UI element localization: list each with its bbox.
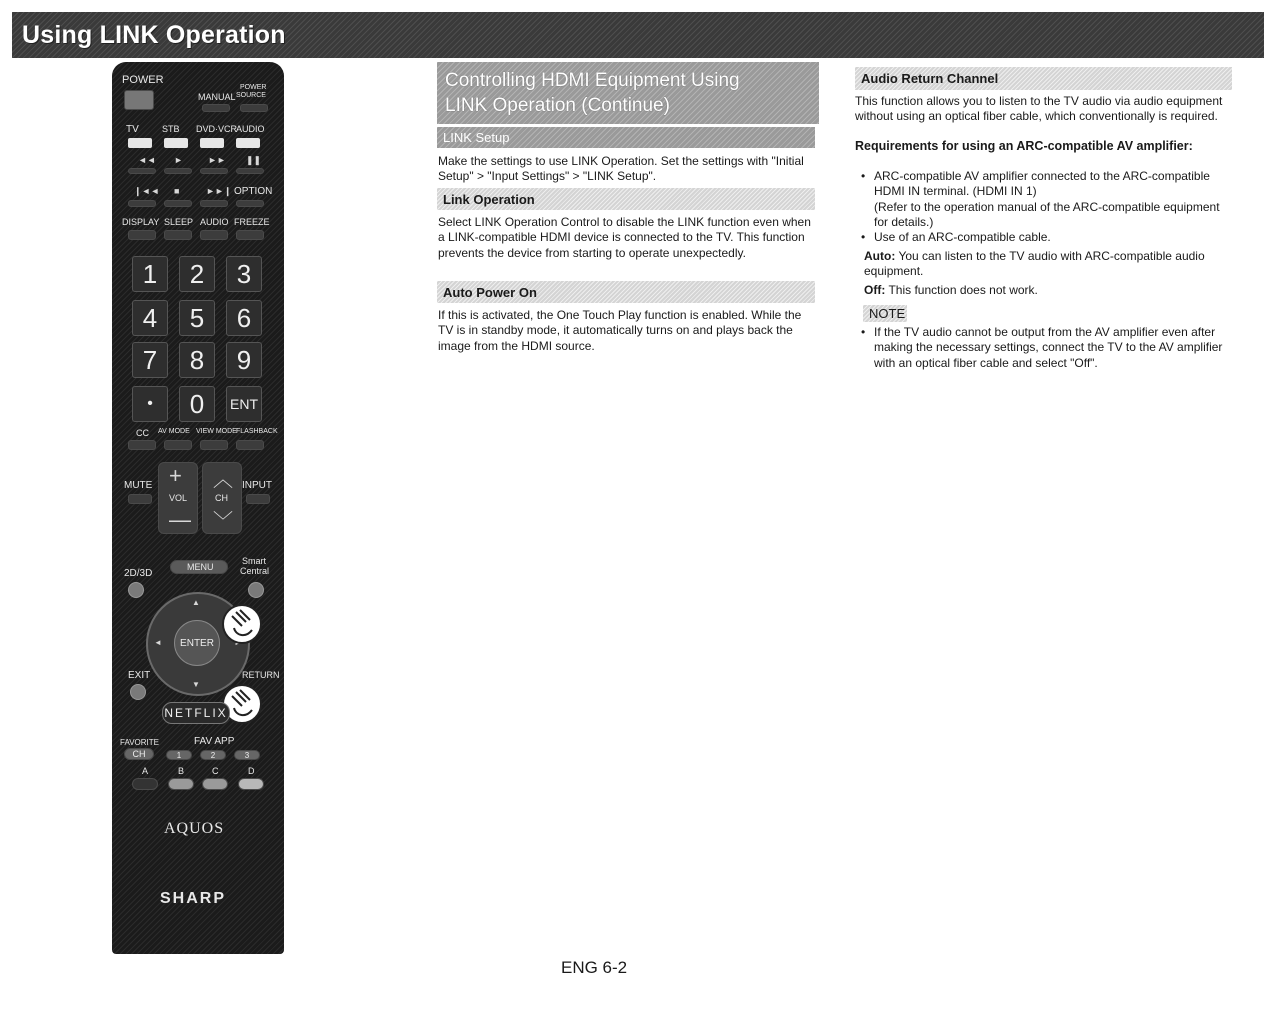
minus-icon: — xyxy=(169,507,191,532)
requirement-1: ARC-compatible AV amplifier connected to the ARC-compatible HDMI IN terminal. (HDMI IN 1) xyxy=(874,169,1210,199)
list-item xyxy=(855,169,1232,230)
remote-power-source-button xyxy=(240,104,268,112)
remote-power-button xyxy=(124,90,154,110)
remote-color-d-button xyxy=(238,778,264,790)
remote-manual-label: MANUAL xyxy=(198,92,236,102)
remote-color-c-label: C xyxy=(212,766,219,776)
remote-color-a-label: A xyxy=(142,766,149,776)
aquos-logo: AQUOS xyxy=(164,820,225,837)
page-title: Using LINK Operation xyxy=(22,20,286,49)
remote-fav-ch-button: CH xyxy=(124,748,154,760)
remote-display-button xyxy=(128,230,156,240)
remote-smart-label-1: Smart xyxy=(242,556,267,566)
arc-requirements-list xyxy=(855,169,1232,245)
stop-icon: ■ xyxy=(174,186,180,196)
auto-option-label: Auto: xyxy=(864,249,896,263)
remote-stb-button xyxy=(164,138,188,148)
remote-digit-5: 5 xyxy=(179,300,215,336)
arrow-down-icon: ▼ xyxy=(192,680,200,689)
remote-sleep-button xyxy=(164,230,192,240)
remote-exit-button xyxy=(130,684,146,700)
arc-requirements-heading: Requirements for using an ARC-compatible AV amplifier: xyxy=(855,139,1193,153)
rewind-icon: ◄◄ xyxy=(138,155,156,165)
remote-digit-7: 7 xyxy=(132,342,168,378)
skip-forward-icon: ►►❙ xyxy=(206,186,232,196)
remote-option-button xyxy=(236,200,264,207)
requirement-1-note: (Refer to the operation manual of the ARC-compatible equipment for details.) xyxy=(874,199,1220,229)
remote-sleep-label: SLEEP xyxy=(164,217,194,227)
list-item xyxy=(855,230,1232,245)
remote-smart-label-2: Central xyxy=(240,566,270,576)
remote-power-label: POWER xyxy=(122,74,164,86)
remote-cc-label: CC xyxy=(136,428,149,438)
remote-viewmode-button xyxy=(200,440,228,450)
remote-return-label: RETURN xyxy=(242,670,280,680)
remote-transport-button xyxy=(128,200,156,207)
remote-digit-4: 4 xyxy=(132,300,168,336)
remote-digit-1: 1 xyxy=(132,256,168,292)
remote-display-label: DISPLAY xyxy=(122,217,160,227)
arc-description: This function allows you to listen to the TV audio via audio equipment without using an optical fiber cable, which conventionally is required. xyxy=(855,94,1223,124)
remote-source-audio: AUDIO xyxy=(236,124,265,134)
list-item xyxy=(855,325,1232,371)
link-setup-text: Make the settings to use LINK Operation. Set the settings with "Initial Setup" > "Input Settings" > "LINK Setup". xyxy=(438,154,804,184)
remote-source-tv: TV xyxy=(126,124,139,135)
remote-menu-button xyxy=(170,560,228,574)
remote-color-c-button xyxy=(202,778,228,790)
remote-avmode-label: AV MODE xyxy=(158,428,190,435)
section-title-line-1: Controlling HDMI Equipment Using xyxy=(445,70,740,91)
link-setup-bar: LINK Setup xyxy=(437,127,815,148)
remote-flashback-button xyxy=(236,440,264,450)
fast-forward-icon: ►► xyxy=(208,155,226,165)
note-text: If the TV audio cannot be output from the AV amplifier even after making the necessary settings, connect the TV to the AV amplifier with an optical fiber cable and select "Off". xyxy=(874,325,1223,370)
arrow-left-icon: ◄ xyxy=(154,638,162,647)
remote-mute-label: MUTE xyxy=(124,480,153,491)
remote-control-illustration xyxy=(112,62,284,954)
remote-dot-button: • xyxy=(132,386,168,422)
remote-source-dvd: DVD·VCR xyxy=(196,124,238,134)
auto-option-text: You can listen to the TV audio with ARC-compatible audio equipment. xyxy=(864,249,1205,279)
remote-2d3d-button xyxy=(128,582,144,598)
remote-source-stb: STB xyxy=(162,124,180,134)
note-label: NOTE xyxy=(863,305,907,322)
remote-smart-central-button xyxy=(248,582,264,598)
remote-volume-rocker xyxy=(158,462,198,534)
remote-audio-button xyxy=(236,138,260,148)
remote-viewmode-label: VIEW MODE xyxy=(196,428,237,435)
remote-color-a-button xyxy=(132,778,158,790)
skip-back-icon: ❙◄◄ xyxy=(134,186,160,196)
link-operation-bar: Link Operation xyxy=(437,188,815,210)
auto-power-on-bar: Auto Power On xyxy=(437,281,815,303)
plus-icon: + xyxy=(169,463,182,488)
remote-power-source-label-1: POWER xyxy=(240,84,267,91)
remote-input-label: INPUT xyxy=(242,480,272,491)
off-option xyxy=(855,283,1232,298)
remote-audio-button-2 xyxy=(200,230,228,240)
remote-digit-0: 0 xyxy=(179,386,215,422)
link-operation-text: Select LINK Operation Control to disable the LINK function even when a LINK-compatible HDMI device is connected to the TV. This function prevents the device from starting to operate unexpectedly. xyxy=(438,215,811,260)
remote-color-b-label: B xyxy=(178,766,185,776)
arrow-up-icon: ▲ xyxy=(192,598,200,607)
off-option-text: This function does not work. xyxy=(888,283,1038,297)
remote-fav-app-2: 2 xyxy=(200,750,226,760)
off-option-label: Off: xyxy=(864,283,886,297)
remote-digit-2: 2 xyxy=(179,256,215,292)
remote-color-b-button xyxy=(168,778,194,790)
remote-dvd-button xyxy=(200,138,224,148)
remote-digit-8: 8 xyxy=(179,342,215,378)
remote-transport-button xyxy=(128,168,156,174)
remote-fav-app-label: FAV APP xyxy=(194,736,235,747)
remote-flashback-label: FLASHBACK xyxy=(236,428,278,435)
remote-transport-button xyxy=(164,200,192,207)
sharp-logo: SHARP xyxy=(160,890,227,907)
remote-freeze-label: FREEZE xyxy=(234,217,270,227)
remote-digit-9: 9 xyxy=(226,342,262,378)
chevron-down-icon: ﹀ xyxy=(213,511,233,533)
audio-return-channel-bar: Audio Return Channel xyxy=(855,67,1232,90)
requirement-2: Use of an ARC-compatible cable. xyxy=(874,230,1051,245)
auto-power-on-text: If this is activated, the One Touch Play function is enabled. While the TV is in standby mode, it automatically turns on and plays back the image from the HDMI source. xyxy=(438,308,802,353)
remote-channel-rocker xyxy=(202,462,242,534)
remote-manual-button xyxy=(202,104,230,112)
remote-cc-button xyxy=(128,440,156,450)
remote-transport-button xyxy=(236,168,264,174)
remote-fav-app-3: 3 xyxy=(234,750,260,760)
remote-favorite-label: FAVORITE xyxy=(120,738,159,747)
remote-transport-button xyxy=(164,168,192,174)
play-icon: ► xyxy=(174,155,183,165)
remote-input-button xyxy=(246,494,270,504)
remote-digit-6: 6 xyxy=(226,300,262,336)
remote-enter-button: ENTER xyxy=(174,620,220,666)
remote-tv-button xyxy=(128,138,152,148)
remote-audio-label: AUDIO xyxy=(200,217,229,227)
remote-digit-3: 3 xyxy=(226,256,262,292)
page-number: ENG 6-2 xyxy=(561,958,628,977)
remote-fav-app-1: 1 xyxy=(166,750,192,760)
note-list xyxy=(855,325,1232,371)
remote-freeze-button xyxy=(236,230,264,240)
remote-power-source-label-2: SOURCE xyxy=(236,92,266,99)
remote-menu-label: MENU xyxy=(187,562,214,572)
remote-color-d-label: D xyxy=(248,766,255,776)
chevron-up-icon: ︿ xyxy=(213,469,233,491)
remote-ent-button: ENT xyxy=(226,386,262,422)
remote-transport-button xyxy=(200,168,228,174)
remote-transport-button xyxy=(200,200,228,207)
pause-icon: ❚❚ xyxy=(246,155,262,165)
remote-option-label: OPTION xyxy=(234,186,273,197)
remote-netflix-button: NETFLIX xyxy=(162,702,230,724)
pointing-hand-icon xyxy=(220,602,264,646)
auto-option xyxy=(855,249,1232,280)
remote-ch-label: CH xyxy=(215,493,228,503)
remote-exit-label: EXIT xyxy=(128,670,151,681)
page-header-bar xyxy=(12,12,1264,58)
remote-avmode-button xyxy=(164,440,192,450)
remote-vol-label: VOL xyxy=(169,493,188,503)
remote-mute-button xyxy=(128,494,152,504)
section-title-line-2: LINK Operation (Continue) xyxy=(445,95,670,116)
section-title xyxy=(437,62,819,124)
remote-2d3d-label: 2D/3D xyxy=(124,568,153,579)
